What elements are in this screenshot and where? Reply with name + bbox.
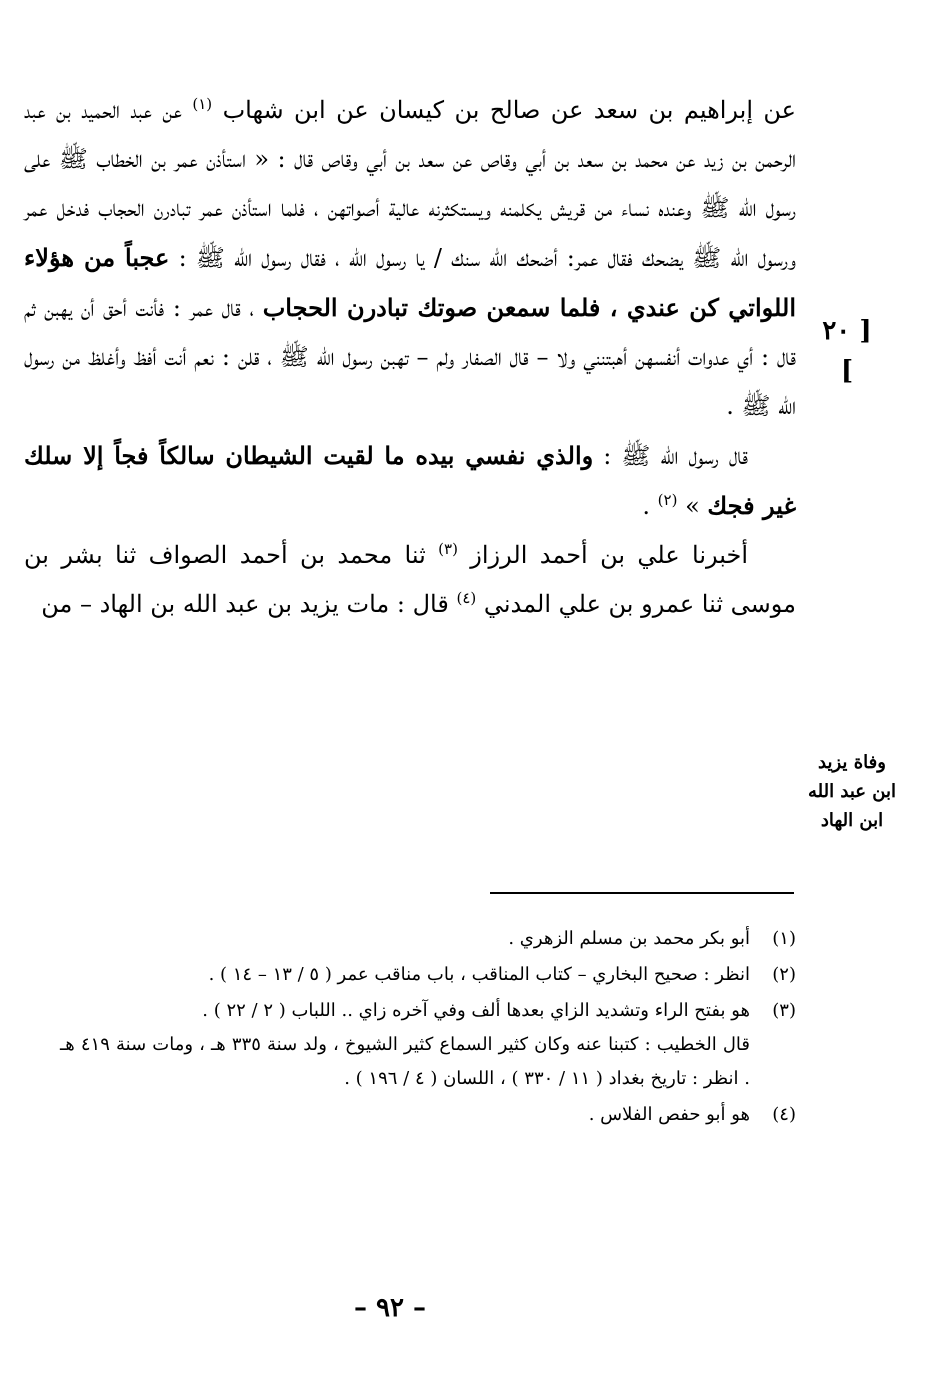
footnote-number: (٤)	[772, 1104, 796, 1125]
body-paragraph	[24, 531, 796, 629]
footnote-number: (٢)	[772, 964, 796, 985]
footnote-text	[60, 922, 750, 956]
footnote-marker: (٣)	[438, 540, 458, 558]
margin-heading-line: ابن الهاد	[820, 810, 884, 831]
footnote-text	[60, 994, 750, 1096]
footnote-marker: (٢)	[657, 491, 678, 509]
footnote-line: هو بفتح الراء وتشديد الزاي بعدها ألف وفي آخره زاي .. اللباب ( ٢ / ٢٢ ) .	[202, 1000, 750, 1021]
hadith-bold-text: عجباً من هؤلاء اللواتي كن عندي ، فلما سمعن صوتك تبادرن الحجاب	[24, 243, 796, 322]
margin-heading-line: وفاة يزيد	[818, 752, 886, 773]
footnote-text	[60, 1098, 750, 1132]
footnote-line: أبو بكر محمد بن مسلم الزهري .	[508, 928, 750, 949]
footnote-line: هو أبو حفص الفلاس .	[588, 1104, 750, 1125]
body-paragraph	[24, 431, 796, 531]
footnote-marker: (١)	[192, 95, 213, 113]
footnote-marker: (٤)	[456, 589, 477, 607]
hadith-bold-text: والذي نفسي بيده ما لقيت الشيطان سالكاً فجاً إلا سلك غير فجك	[24, 441, 796, 520]
body-paragraph	[24, 86, 796, 431]
body-text: .	[642, 492, 658, 520]
body-text: عن إبراهيم بن سعد عن صالح بن كيسان عن ابن شهاب	[212, 96, 796, 124]
footnote-divider	[490, 892, 794, 894]
body-text: أخبرنا علي بن أحمد الرزاز	[457, 541, 749, 569]
footnote-item	[60, 958, 796, 992]
body-text: ثنا محمد بن أحمد الصواف ثنا بشر بن موسى ثنا عمرو بن علي المدني	[24, 541, 796, 618]
footnote-item	[60, 1098, 796, 1132]
margin-heading	[804, 748, 900, 835]
manuscript-page-marker: [ ٢٠ ]	[822, 316, 872, 386]
body-text: قال : مات يزيد بن عبد الله بن الهاد – من	[41, 590, 457, 618]
body-text: عن عبد الحميد بن عبد الرحمن بن زيد عن محمد بن سعد بن أبي وقاص عن سعد بن أبي وقاص قال : « استأذن عمر بن الخطاب ﷺ على رسول الله ﷺ وعنده نساء من قريش يكلمنه ويستكثرنه عالية أصواتهن ، فلما استأذن عمر تبادرن الحجاب فدخل عمر ورسول الله ﷺ يضحك فقال عمر: أضحك الله سنك / يا رسول الله ، فقال رسول الله ﷺ :	[24, 96, 796, 272]
footnote-item	[60, 994, 796, 1096]
footnote-item	[60, 922, 796, 956]
footnote-text	[60, 958, 750, 992]
page-number: – ٩٢ –	[353, 1293, 427, 1323]
body-text: »	[677, 492, 708, 520]
margin-heading-line: ابن عبد الله	[808, 781, 896, 802]
footnotes-section	[60, 922, 796, 1134]
body-text: ، قال عمر : فأنت أحق أن يهبن ثم قال : أي عدوات أنفسهن أهبتنني ولا – قال الصفار ولم – تهبن رسول الله ﷺ ، قلن : نعم أنت أفظ وأغلظ من رسول الله ﷺ .	[24, 294, 796, 420]
footnote-line: انظر : صحيح البخاري – كتاب المناقب ، باب مناقب عمر ( ٥ / ١٣ – ١٤ ) .	[208, 964, 750, 985]
footnote-number: (١)	[772, 928, 796, 949]
main-text	[24, 86, 796, 629]
footnote-line: قال الخطيب : كتبنا عنه وكان كثير السماع كثير الشيوخ ، ولد سنة ٣٣٥ هـ ، ومات سنة ٤١٩ هـ . انظر : تاريخ بغداد ( ١١ / ٣٣٠ ) ، اللسان ( ٤ / ١٩٦ ) .	[60, 1034, 750, 1089]
body-text: قال رسول الله ﷺ :	[593, 442, 748, 470]
footnote-number: (٣)	[772, 1000, 796, 1021]
